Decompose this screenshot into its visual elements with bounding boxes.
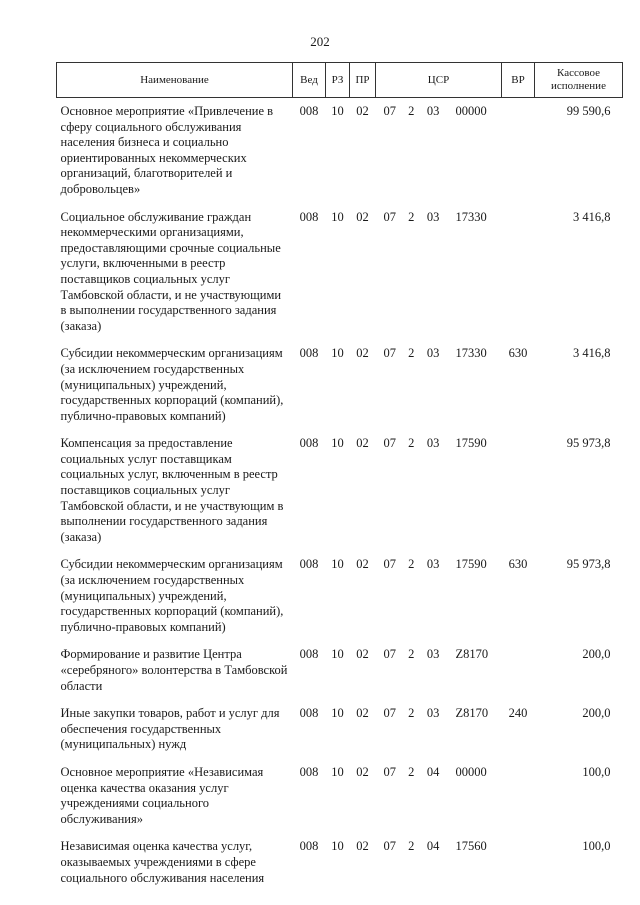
csr-part: 07 bbox=[383, 706, 396, 721]
row-ved: 008 bbox=[299, 104, 319, 118]
table-row bbox=[57, 424, 623, 545]
row-amount: 100,0 bbox=[582, 764, 611, 779]
row-vr: 630 bbox=[508, 557, 528, 572]
csr-part: Z8170 bbox=[455, 706, 489, 721]
csr-part: 2 bbox=[408, 557, 415, 572]
row-ved: 008 bbox=[299, 839, 319, 854]
row-vr: 240 bbox=[508, 706, 528, 721]
table-row bbox=[57, 635, 623, 694]
row-ved: 008 bbox=[299, 647, 319, 662]
header-csr: ЦСР bbox=[376, 63, 502, 98]
csr-part: 04 bbox=[426, 839, 440, 854]
row-ved: 008 bbox=[299, 764, 319, 779]
csr-part: 2 bbox=[408, 209, 415, 224]
row-csr bbox=[376, 753, 502, 827]
csr-code bbox=[376, 436, 502, 452]
csr-part: 03 bbox=[426, 557, 440, 572]
row-pr: 02 bbox=[356, 706, 369, 721]
row-name: Иные закупки товаров, работ и услуг для обеспечения государственных (муниципальных) нужд bbox=[60, 706, 280, 752]
budget-table bbox=[56, 62, 623, 886]
header-ved: Вед bbox=[293, 63, 326, 98]
row-ved: 008 bbox=[299, 706, 319, 721]
csr-part: 2 bbox=[408, 706, 415, 721]
row-amount: 95 973,8 bbox=[566, 557, 611, 572]
table-row bbox=[57, 334, 623, 424]
csr-part: 03 bbox=[426, 209, 440, 224]
csr-code bbox=[376, 647, 502, 663]
row-rz: 10 bbox=[331, 706, 344, 721]
row-csr bbox=[376, 198, 502, 335]
csr-part: 2 bbox=[408, 647, 415, 662]
csr-part: 07 bbox=[383, 839, 396, 854]
row-ved: 008 bbox=[299, 557, 319, 572]
row-amount: 99 590,6 bbox=[566, 104, 611, 118]
csr-part: 00000 bbox=[455, 104, 487, 118]
row-amount: 3 416,8 bbox=[573, 346, 611, 361]
csr-part: 03 bbox=[426, 346, 440, 361]
csr-part: 2 bbox=[408, 764, 415, 779]
row-vr bbox=[502, 198, 535, 335]
row-csr bbox=[376, 694, 502, 753]
csr-part: Z8170 bbox=[455, 647, 489, 662]
row-vr bbox=[502, 753, 535, 827]
csr-part: 2 bbox=[408, 839, 415, 854]
table-row bbox=[57, 545, 623, 635]
row-rz: 10 bbox=[331, 104, 344, 118]
csr-part: 04 bbox=[426, 764, 440, 779]
row-vr bbox=[502, 98, 535, 198]
row-vr bbox=[502, 827, 535, 886]
row-rz: 10 bbox=[331, 436, 344, 451]
row-pr: 02 bbox=[356, 647, 369, 662]
row-name: Компенсация за предоставление социальных услуг поставщикам социальных услуг, включенным в реестр поставщиков социальных услуг Тамбовской области, и не участвующим в выполнении государственного задания (заказа) bbox=[60, 436, 284, 544]
row-rz: 10 bbox=[331, 647, 344, 662]
header-pr: ПР bbox=[350, 63, 376, 98]
header-name: Наименование bbox=[57, 63, 293, 98]
csr-part: 07 bbox=[383, 764, 396, 779]
csr-part: 17560 bbox=[455, 839, 487, 854]
row-csr bbox=[376, 545, 502, 635]
table-row bbox=[57, 694, 623, 753]
table-row bbox=[57, 98, 623, 198]
csr-part: 00000 bbox=[455, 764, 487, 779]
csr-part: 17590 bbox=[455, 557, 487, 572]
table-row bbox=[57, 753, 623, 827]
row-rz: 10 bbox=[331, 764, 344, 779]
table-row bbox=[57, 827, 623, 886]
csr-part: 03 bbox=[426, 706, 440, 721]
row-amount: 3 416,8 bbox=[573, 209, 611, 224]
row-name: Социальное обслуживание граждан некоммерческими организациями, предоставляющими срочные социальные услуги, включенными в реестр поставщиков социальных услуг Тамбовской области, и не участвующими в выполнении государственного задания (заказа) bbox=[60, 209, 282, 333]
csr-part: 03 bbox=[426, 104, 440, 118]
row-csr bbox=[376, 635, 502, 694]
csr-part: 07 bbox=[383, 436, 396, 451]
row-vr bbox=[502, 424, 535, 545]
row-pr: 02 bbox=[356, 209, 369, 224]
csr-code bbox=[376, 706, 502, 722]
row-ved: 008 bbox=[299, 346, 319, 361]
csr-code bbox=[376, 839, 502, 855]
csr-part: 2 bbox=[408, 436, 415, 451]
csr-part: 07 bbox=[383, 209, 396, 224]
page-number: 202 bbox=[310, 34, 330, 49]
header-vr: ВР bbox=[502, 63, 535, 98]
row-amount: 95 973,8 bbox=[566, 436, 611, 451]
row-vr bbox=[502, 635, 535, 694]
row-pr: 02 bbox=[356, 764, 369, 779]
row-name: Независимая оценка качества услуг, оказываемых учреждениями в сфере социального обслуживания населения bbox=[60, 839, 265, 885]
csr-part: 03 bbox=[426, 647, 440, 662]
header-amount: Кассовое исполнение bbox=[535, 63, 623, 98]
csr-part: 07 bbox=[383, 104, 396, 118]
row-name: Основное мероприятие «Привлечение в сферу социального обслуживания населения бизнеса и социально ориентированных некоммерческих организаций, благотворителей и добровольцев» bbox=[60, 104, 274, 196]
row-pr: 02 bbox=[356, 104, 369, 118]
row-pr: 02 bbox=[356, 346, 369, 361]
csr-part: 03 bbox=[426, 436, 440, 451]
row-rz: 10 bbox=[331, 346, 344, 361]
row-csr bbox=[376, 98, 502, 198]
row-amount: 200,0 bbox=[582, 647, 611, 662]
csr-code bbox=[376, 210, 502, 226]
row-rz: 10 bbox=[331, 209, 344, 224]
row-pr: 02 bbox=[356, 436, 369, 451]
row-amount: 200,0 bbox=[582, 706, 611, 721]
csr-code bbox=[376, 557, 502, 573]
csr-code bbox=[376, 765, 502, 781]
row-name: Формирование и развитие Центра «серебряного» волонтерства в Тамбовской области bbox=[60, 647, 288, 693]
csr-code bbox=[376, 346, 502, 362]
row-rz: 10 bbox=[331, 557, 344, 572]
csr-part: 17330 bbox=[455, 209, 487, 224]
row-amount: 100,0 bbox=[582, 839, 611, 854]
row-ved: 008 bbox=[299, 209, 319, 224]
csr-part: 17330 bbox=[455, 346, 487, 361]
row-csr bbox=[376, 424, 502, 545]
csr-part: 07 bbox=[383, 346, 396, 361]
header-rz: РЗ bbox=[326, 63, 350, 98]
table-header-row bbox=[57, 63, 623, 98]
row-name: Основное мероприятие «Независимая оценка качества оказания услуг учреждениями социального обслуживания» bbox=[60, 764, 264, 826]
row-csr bbox=[376, 827, 502, 886]
csr-part: 2 bbox=[408, 104, 415, 118]
row-csr bbox=[376, 334, 502, 424]
row-rz: 10 bbox=[331, 839, 344, 854]
csr-part: 17590 bbox=[455, 436, 487, 451]
table-row bbox=[57, 198, 623, 335]
row-ved: 008 bbox=[299, 436, 319, 451]
row-pr: 02 bbox=[356, 557, 369, 572]
csr-part: 07 bbox=[383, 647, 396, 662]
csr-part: 2 bbox=[408, 346, 415, 361]
row-name: Субсидии некоммерческим организациям (за исключением государственных (муниципальных) учреждений, государственных корпораций (компаний), публично-правовых компаний) bbox=[60, 346, 284, 423]
row-pr: 02 bbox=[356, 839, 369, 854]
csr-code bbox=[376, 104, 502, 120]
row-name: Субсидии некоммерческим организациям (за исключением государственных (муниципальных) учреждений, государственных корпораций (компаний), публично-правовых компаний) bbox=[60, 557, 284, 634]
csr-part: 07 bbox=[383, 557, 396, 572]
row-vr: 630 bbox=[508, 346, 528, 361]
